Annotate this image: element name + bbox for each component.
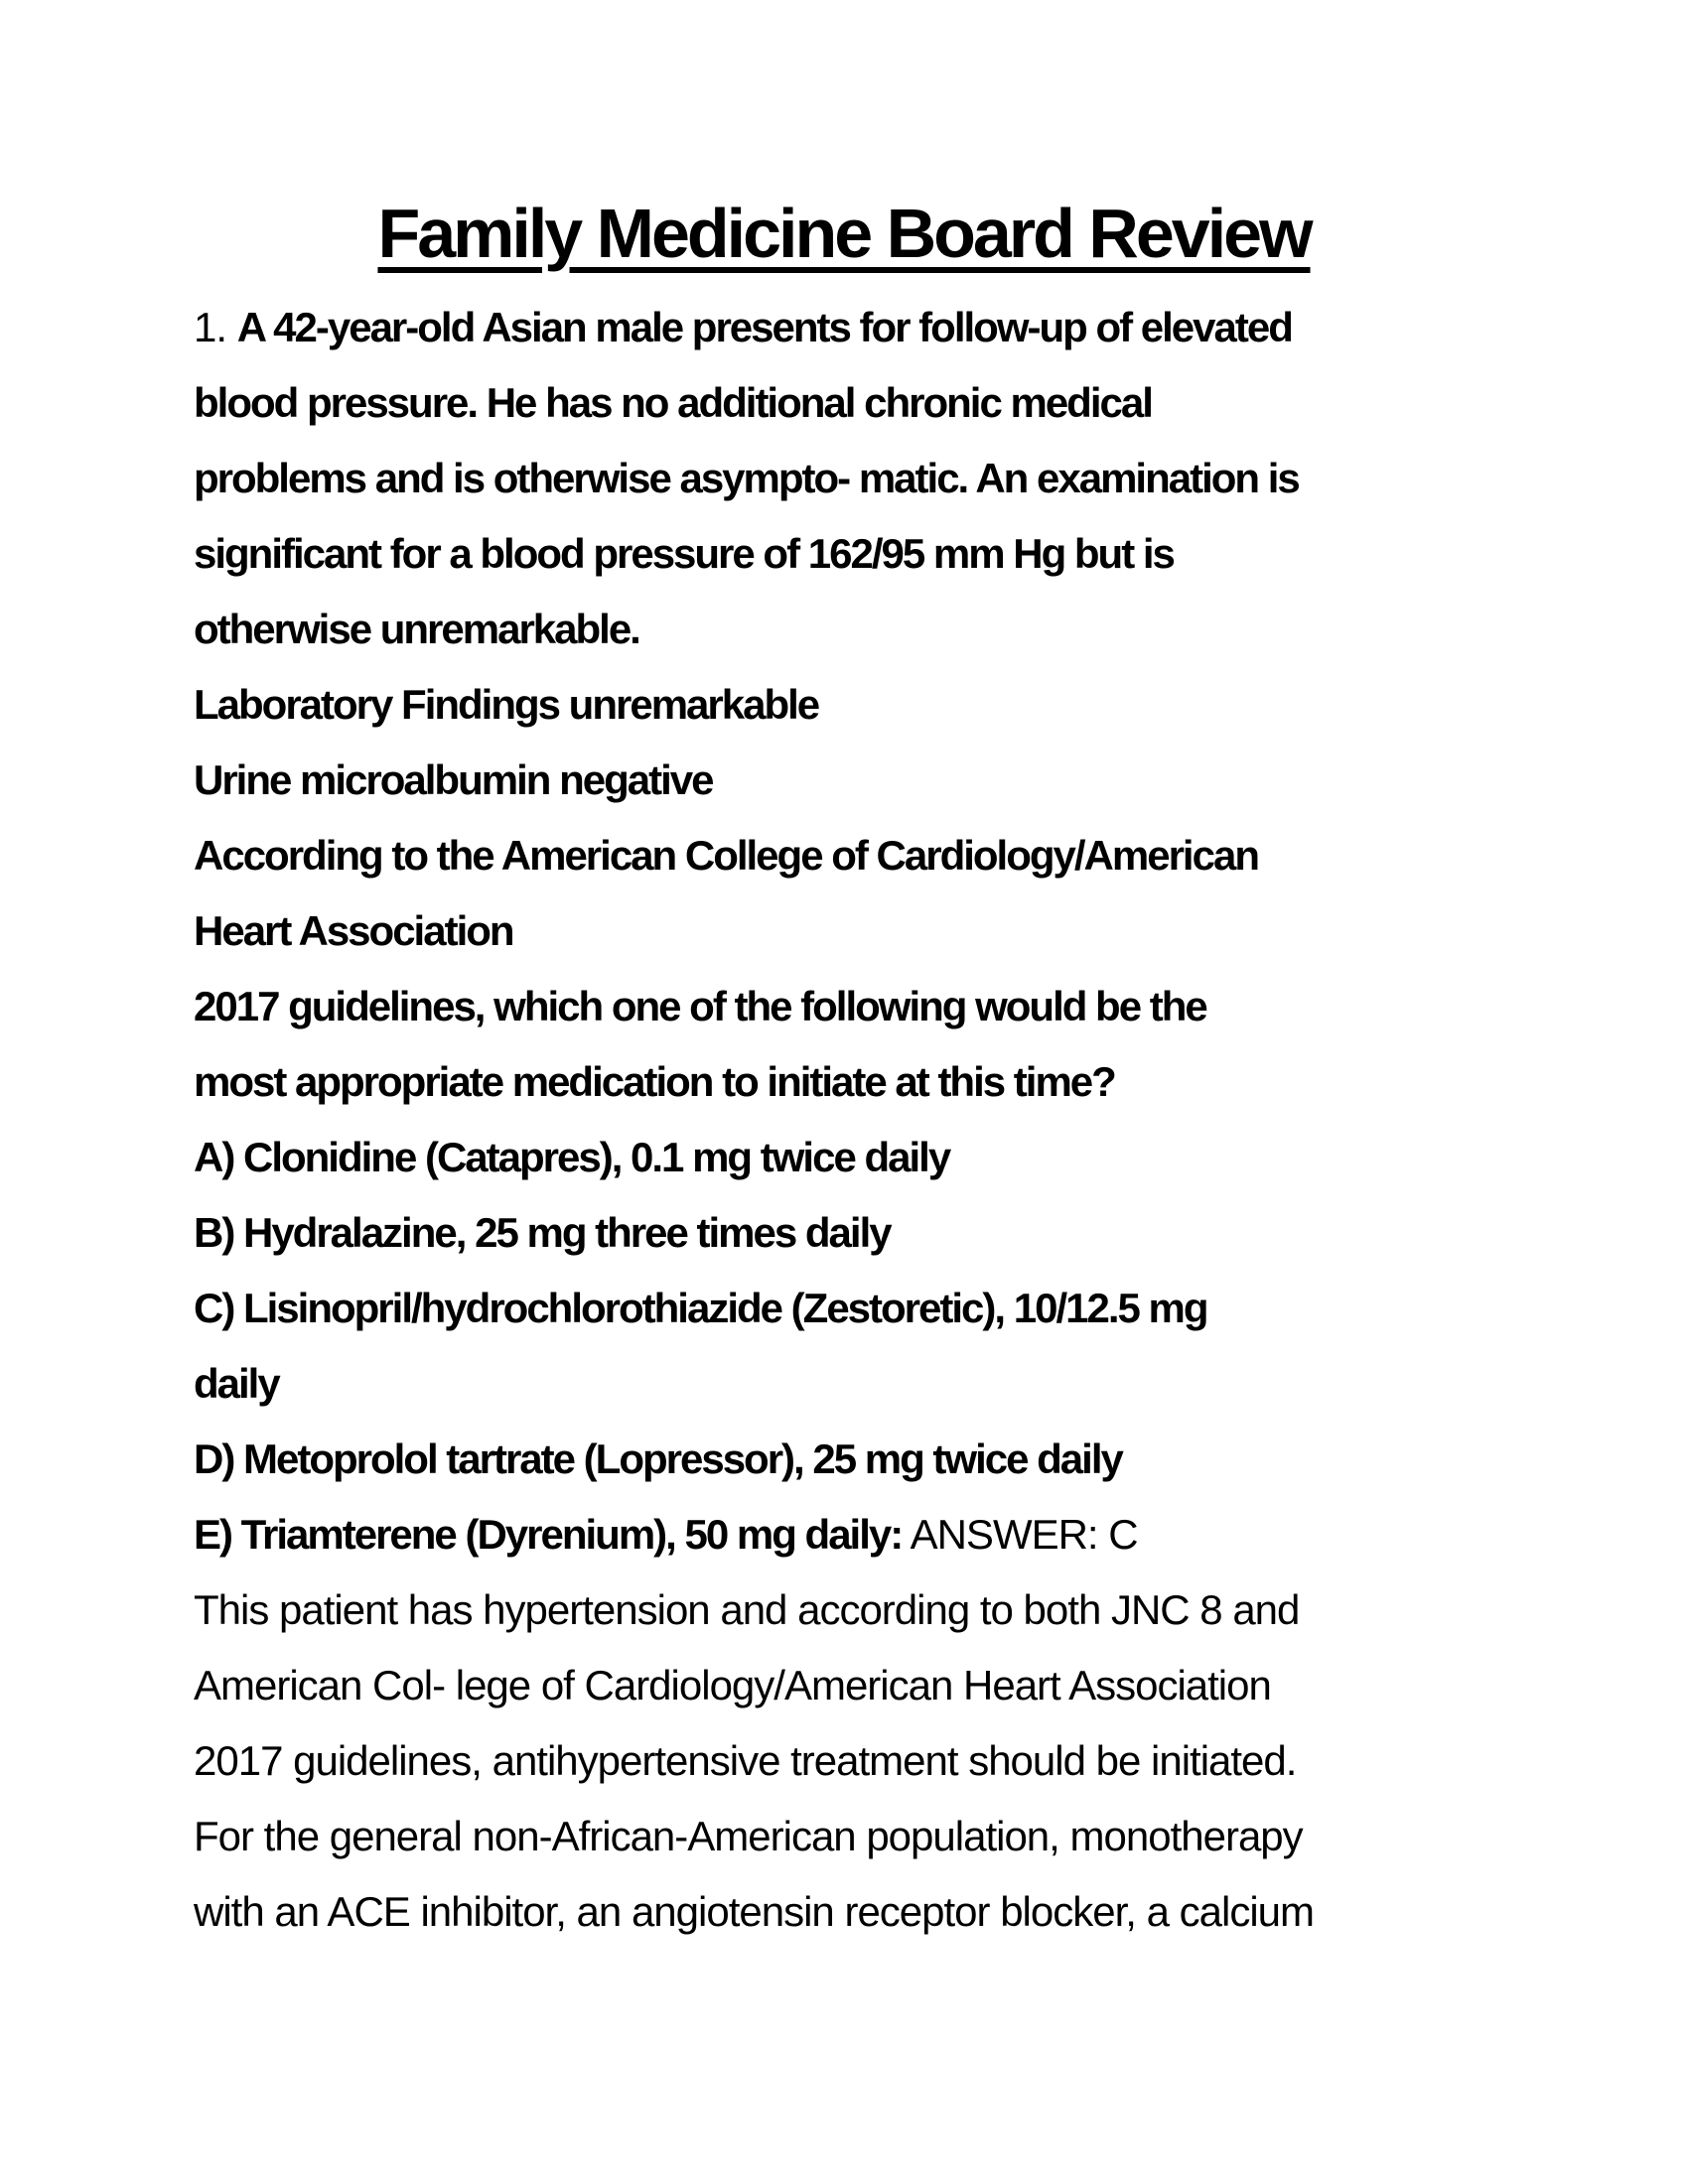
regular-text-segment: 2017 guidelines, antihypertensive treatment should be initiated. [194,1737,1297,1784]
bold-text-segment: 2017 guidelines, which one of the following would be the [194,983,1206,1029]
regular-text-segment: American Col- lege of Cardiology/American Heart Association [194,1662,1271,1708]
bold-text-segment: According to the American College of Cardiology/American [194,832,1258,879]
bold-text-segment: otherwise unremarkable. [194,606,639,652]
text-line [194,1572,1465,1648]
question-text-block [0,290,1688,1950]
text-line [194,969,1465,1044]
text-line [194,290,1465,365]
bold-text-segment: C) Lisinopril/hydrochlorothiazide (Zestoretic), 10/12.5 mg [194,1285,1207,1331]
text-line [194,1346,1465,1422]
page-title: Family Medicine Board Review [377,195,1311,272]
bold-text-segment: Heart Association [194,907,513,954]
bold-text-segment: E) Triamterene (Dyrenium), 50 mg daily: [194,1511,903,1558]
bold-text-segment: D) Metoprolol tartrate (Lopressor), 25 mg twice daily [194,1435,1122,1482]
regular-text-segment: with an ACE inhibitor, an angiotensin receptor blocker, a calcium [194,1888,1315,1935]
text-line [194,592,1465,667]
bold-text-segment: daily [194,1360,279,1407]
text-line [194,441,1465,516]
text-line [194,743,1465,818]
text-line [194,365,1465,441]
regular-text-segment: 1. [194,304,237,350]
text-line [194,1497,1465,1572]
bold-text-segment: significant for a blood pressure of 162/95 mm Hg but is [194,530,1174,577]
bold-text-segment: blood pressure. He has no additional chronic medical [194,379,1152,426]
bold-text-segment: problems and is otherwise asympto- matic. An examination is [194,455,1299,501]
text-line [194,818,1465,893]
text-line [194,1874,1465,1950]
text-line [194,1271,1465,1346]
text-line [194,516,1465,592]
text-line [194,1648,1465,1723]
text-line [194,1044,1465,1120]
text-line [194,1195,1465,1271]
text-line [194,1799,1465,1874]
regular-text-segment: This patient has hypertension and according to both JNC 8 and [194,1586,1300,1633]
bold-text-segment: most appropriate medication to initiate at this time? [194,1058,1115,1105]
text-line [194,1120,1465,1195]
bold-text-segment: A 42-year-old Asian male presents for follow-up of elevated [236,304,1292,350]
bold-text-segment: Urine microalbumin negative [194,756,713,803]
bold-text-segment: A) Clonidine (Catapres), 0.1 mg twice daily [194,1134,950,1180]
text-line [194,893,1465,969]
text-line [194,1422,1465,1497]
bold-text-segment: Laboratory Findings unremarkable [194,681,819,728]
text-line [194,667,1465,743]
text-line [194,1723,1465,1799]
regular-text-segment: For the general non-African-American population, monotherapy [194,1813,1303,1859]
bold-text-segment: B) Hydralazine, 25 mg three times daily [194,1209,891,1256]
regular-text-segment: ANSWER: C [902,1511,1138,1558]
